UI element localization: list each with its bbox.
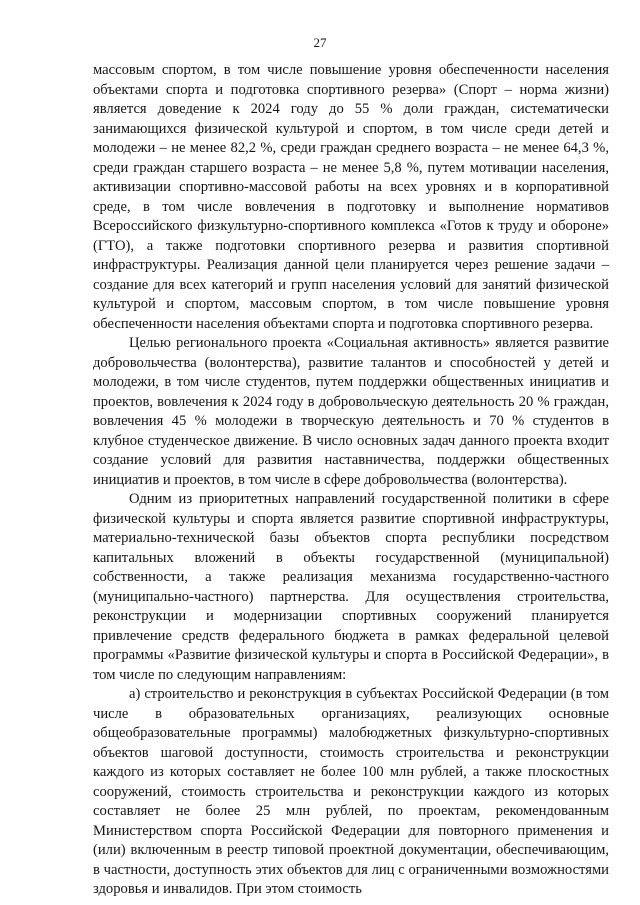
- document-body: [93, 61, 609, 900]
- paragraph-social-activity: Целью регионального проекта «Социальная активность» является развитие добровольчества (волонтерства), развитие талантов и способностей у детей и молодежи, в том числе студентов, путем поддержки общественных инициатив и проектов, вовлечения к 2024 году в добровольческую деятельность 20 % граждан, вовлечения 45 % молодежи в творческую деятельность и 70 % студентов в клубное студенческое движение. В число основных задач данного проекта входит создание условий для развития наставничества, поддержки общественных инициатив и проектов, в том числе в сфере добровольчества (волонтерства).: [93, 335, 609, 488]
- page-number: 27: [313, 35, 327, 50]
- paragraph-continuation: массовым спортом, в том числе повышение уровня обеспеченности населения объектами спорта и подготовка спортивного резерва» (Спорт – норма жизни) является доведение к 2024 году до 55 % доли граждан, систематически занимающихся физической культурой и спортом, в том числе среди детей и молодежи – не менее 82,2 %, среди граждан среднего возраста – не менее 64,3 %, среди граждан старшего возраста – не менее 5,8 %, путем мотивации населения, активизации спортивно-массовой работы на всех уровнях и в корпоративной среде, в том числе вовлечения в подготовку и выполнение нормативов Всероссийского физкультурно-спортивного комплекса «Готов к труду и обороне» (ГТО), а также подготовки спортивного резерва и развития спортивной инфраструктуры. Реализация данной цели планируется через решение задачи – создание для всех категорий и групп населения условий для занятий физической культурой и спортом, массовым спортом, в том числе повышение уровня обеспеченности населения объектами спорта и подготовка спортивного резерва.: [93, 62, 609, 332]
- paragraph-infrastructure: Одним из приоритетных направлений государственной политики в сфере физической культуры и спорта является развитие спортивной инфраструктуры, материально-технической базы объектов спорта республики посредством капитальных вложений в объекты государственной (муниципальной) собственности, а также реализация механизма государственно-частного (муниципально-частного) партнерства. Для осуществления строительства, реконструкции и модернизации спортивных сооружений планируется привлечение средств федерального бюджета в рамках федеральной целевой программы «Развитие физической культуры и спорта в Российской Федерации», в том числе по следующим направлениям:: [93, 491, 609, 683]
- paragraph-item-a: а) строительство и реконструкция в субъектах Российской Федерации (в том числе в образовательных организациях, реализующих основные общеобразовательные программы) малобюджетных физкультурно-спортивных объектов шаговой доступности, стоимость строительства и реконструкции каждого из которых составляет не более 100 млн рублей, а также плоскостных сооружений, стоимость строительства и реконструкции каждого из которых составляет не более 25 млн рублей, по проектам, рекомендованным Министерством спорта Российской Федерации для повторного применения и (или) включенным в реестр типовой проектной документации, обеспечивающим, в частности, доступность этих объектов для лиц с ограниченными возможностями здоровья и инвалидов. При этом стоимость: [93, 686, 609, 897]
